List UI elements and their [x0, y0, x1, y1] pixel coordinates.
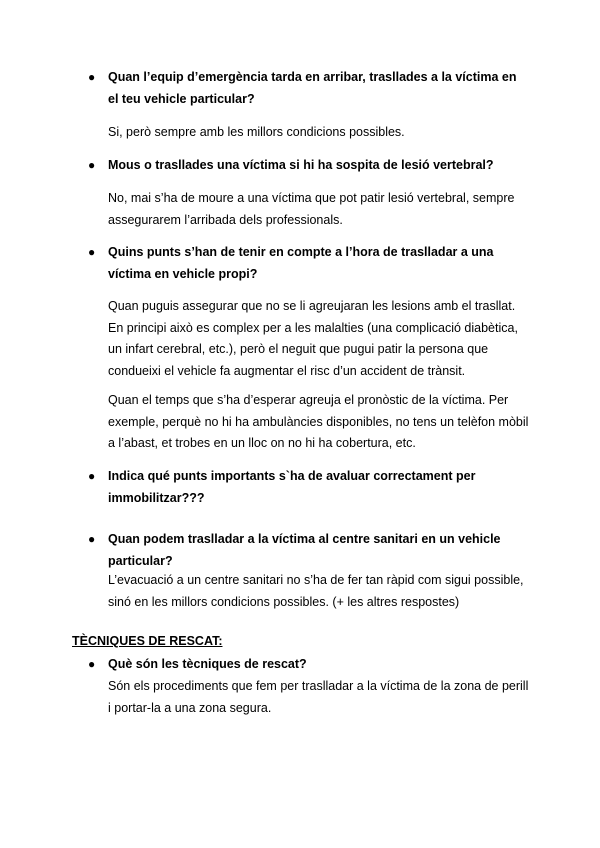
question-4: Indica qué punts importants s`ha de avaluar correctament per immobilitzar???: [108, 469, 476, 505]
bullet-icon: ●: [88, 657, 96, 671]
answer-3a: Quan puguis assegurar que no se li agreujaran les lesions amb el trasllat. En principi això es complex per a les malalties (una complicació diabètica, un infart cerebral, etc.), però el neguit que pugui patir la persona que condueixi el vehicle fa augmentar el risc d’un accident de trànsit.: [108, 299, 518, 378]
bullet-icon: ●: [88, 158, 96, 172]
section-answer: Són els procediments que fem per traslladar a la víctima de la zona de perill i portar-la a una zona segura.: [108, 679, 529, 715]
bullet-icon: ●: [88, 245, 96, 259]
section-heading: TÈCNIQUES DE RESCAT:: [72, 634, 223, 648]
section-question: Què són les tècniques de rescat?: [108, 657, 307, 671]
answer-5: L’evacuació a un centre sanitari no s’ha de fer tan ràpid com sigui possible, sinó en les millors condicions possibles. (+ les altres respostes): [108, 573, 524, 609]
bullet-icon: ●: [88, 469, 96, 483]
answer-2: No, mai s’ha de moure a una víctima que pot patir lesió vertebral, sempre assegurarem l’arribada dels professionals.: [108, 191, 515, 227]
question-3: Quins punts s’han de tenir en compte a l’hora de traslladar a una víctima en vehicle propi?: [108, 245, 494, 281]
question-2: Mous o trasllades una víctima si hi ha sospita de lesió vertebral?: [108, 158, 494, 172]
bullet-icon: ●: [88, 70, 96, 84]
bullet-icon: ●: [88, 532, 96, 546]
question-5: Quan podem traslladar a la víctima al centre sanitari en un vehicle particular?: [108, 532, 501, 568]
answer-1: Si, però sempre amb les millors condicions possibles.: [108, 125, 405, 139]
question-1: Quan l’equip d’emergència tarda en arribar, trasllades a la víctima en el teu vehicle particular?: [108, 70, 517, 106]
answer-3b: Quan el temps que s’ha d’esperar agreuja el pronòstic de la víctima. Per exemple, perquè no hi ha ambulàncies disponibles, no tens un telèfon mòbil a l’abast, et trobes en un lloc on no hi ha cobertura, etc.: [108, 393, 529, 450]
